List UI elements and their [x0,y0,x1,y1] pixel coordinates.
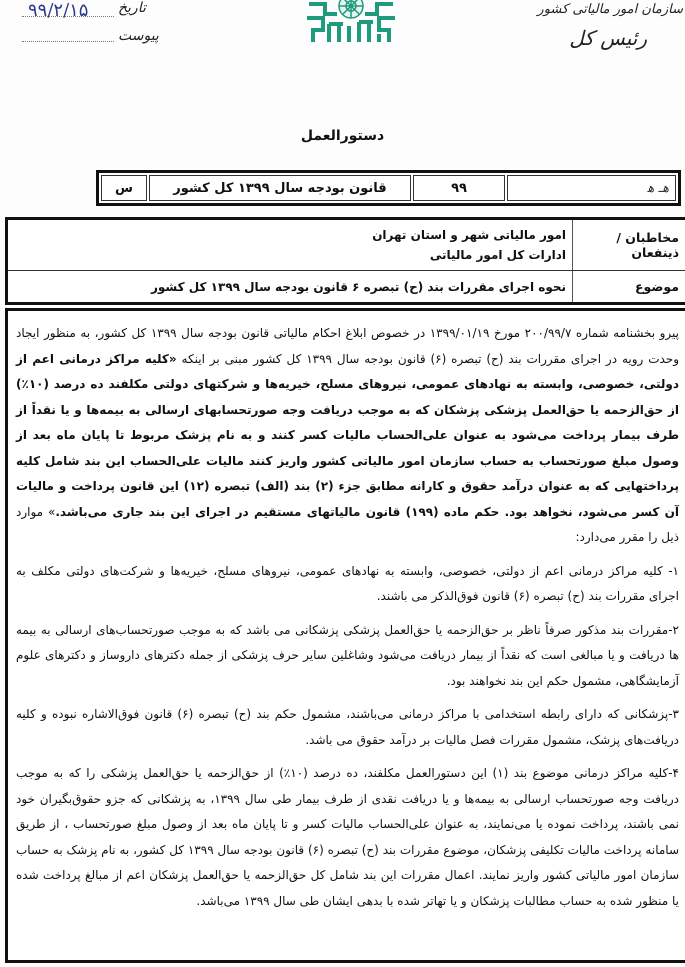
audience-row [8,220,685,271]
intro-text: پیرو بخشنامه شماره ۲۰۰/۹۹/۷ مورخ ۱۳۹۹/۰۱/۱۹ در خصوص ابلاغ احکام مالیاتی قانون بودجه سال ۱۳۹۹ کل کشور، به منظور ایجاد وحدت رویه در اجرای مقررات بند (ح) تبصره (۶) قانون بودجه سال ۱۳۹۹ کل کشور مبنی بر اینکه [16,326,680,366]
audience-table [5,217,685,305]
date-line [22,16,114,17]
date-label: تاریخ [118,0,146,16]
intro-tail: » موارد ذیل را مقرر می‌دارد: [16,504,679,544]
audience-values [8,220,572,270]
document-title: دستورالعمل [300,128,385,144]
logo-rosette [339,0,363,18]
subject-value: نحوه اجرای مقررات بند (ح) تبصره ۶ قانون بودجه سال ۱۳۹۹ کل کشور [151,279,566,294]
audience-line: ادارات کل امور مالیاتی [429,248,566,262]
classification-letter: س [101,175,147,201]
quoted-clause: «کلیه مراکز درمانی اعم از دولتی، خصوصی، وابسته به نهادهای عمومی، نیروهای مسلح، خیریه‌ها و شرکتهای دولتی مکلفند ده درصد (۱۰٪) از حق‌الزحمه یا حق‌العمل پزشکی پزشکان که به موجب دریافت وجه صورتحسابهای ارسالی به بیمه‌ها و یا نقداً از طرف بیمار پرداخت می‌شود به عنوان علی‌الحساب مالیات کسر کنند و به نام پزشک مربوط تا پایان ماه بعد از وصول مبلغ صورتحساب به حساب سازمان امور مالیاتی کشور واریز کنند مالیات علی‌الحساب این بند شامل کلیه پرداختهایی که به عنوان درآمد حقوق و کارانه مطابق جزء (۲) بند (الف) تبصره (۱۲) این قانون پرداخت و مالیات آن کسر می‌شود، نخواهد بود. حکم ماده (۱۹۹) قانون مالیاتهای مستقیم در اجرای این بند جاری می‌باشد. [16,351,680,519]
audience-line: امور مالیاتی شهر و استان تهران [372,228,566,242]
document-body [5,308,685,963]
reference-mark: ﮬـ ﮬ [507,175,676,201]
audience-label: مخاطبان / ذینفعان [572,220,685,270]
attachment-line [22,41,114,42]
organization-name: سازمان امور مالیاتی کشور [537,2,683,17]
directive-item-4: ۴-کلیه مراکز درمانی موضوع بند (۱) این دستورالعمل مکلفند، ده درصد (۱۰٪) از حق‌الزحمه یا حق‌العمل پزشکی را که به موجب دریافت وجه صورتحساب ارسالی به بیمه‌ها و یا دریافت نقدی از طرف بیمار طی سال ۱۳۹۹، به پزشکانی که جزو حقوق‌بگیران خود نمی باشند، پرداخت نموده یا می‌نمایند، به عنوان علی‌الحساب مالیات کسر و تا پایان ماه بعد از وصول مبلغ صورتحساب ، از طریق سامانه پرداخت مالیات تکلیفی پزشکان، موضوع مقررات بند (ح) تبصره (۶) قانون بودجه سال ۱۳۹۹ کل کشور، به نام پزشک به حساب سازمان امور مالیاتی کشور واریز نمایند. اعمال مقررات این بند شامل کل حق‌الزحمه یا حق‌العمل پزشکان اعم از مبالغ پرداخت شده یا منظور شده به حساب مطالبات پزشکان و یا تهاتر شده با بدهی ایشان طی سال ۱۳۹۹ می‌باشد. [16,766,680,908]
header-table [96,170,681,206]
subject-row [8,271,685,302]
head-title: رئیس کل [569,26,647,50]
directive-item-2: ۲-مقررات بند مذکور صرفاً ناظر بر حق‌الزحمه یا حق‌العمل پزشکی پزشکانی می باشد که به موجب صورتحساب‌های ارسالی به بیمه ها دریافت و یا مبالغی است که نقداً از بیمار دریافت می‌شود وشاغلین سایر حرف پزشکی از جمله دکترهای داروساز و دکترهای علوم آزمایشگاهی، مشمول حکم این بند نخواهند بود. [16,622,679,688]
law-title: قانون بودجه سال ۱۳۹۹ کل کشور [149,175,411,201]
attachment-label: پیوست [118,28,159,44]
organization-logo [303,0,399,44]
intro-paragraph [16,321,679,551]
directive-item-1: ۱- کلیه مراکز درمانی اعم از دولتی، خصوصی، وابسته به نهادهای عمومی، نیروهای مسلح، خیریه‌ها و شرکت‌های دولتی مکلف به اجرای مقررات بند (ح) تبصره (۶) قانون فوق‌الذکر می باشند. [16,563,679,603]
date-value: ۹۹/۲/۱۵ [28,0,89,21]
subject-label: موضوع [572,271,685,302]
year-cell: ۹۹ [413,175,505,201]
directive-item-3: ۳-پزشکانی که دارای رابطه استخدامی با مراکز درمانی می‌باشند، مشمول حکم بند (ح) تبصره (۶) قانون فوق‌الاشاره نبوده و کلیه دریافت‌های پزشک، مشمول مقررات فصل مالیات بر درآمد حقوق می باشد. [16,707,679,747]
